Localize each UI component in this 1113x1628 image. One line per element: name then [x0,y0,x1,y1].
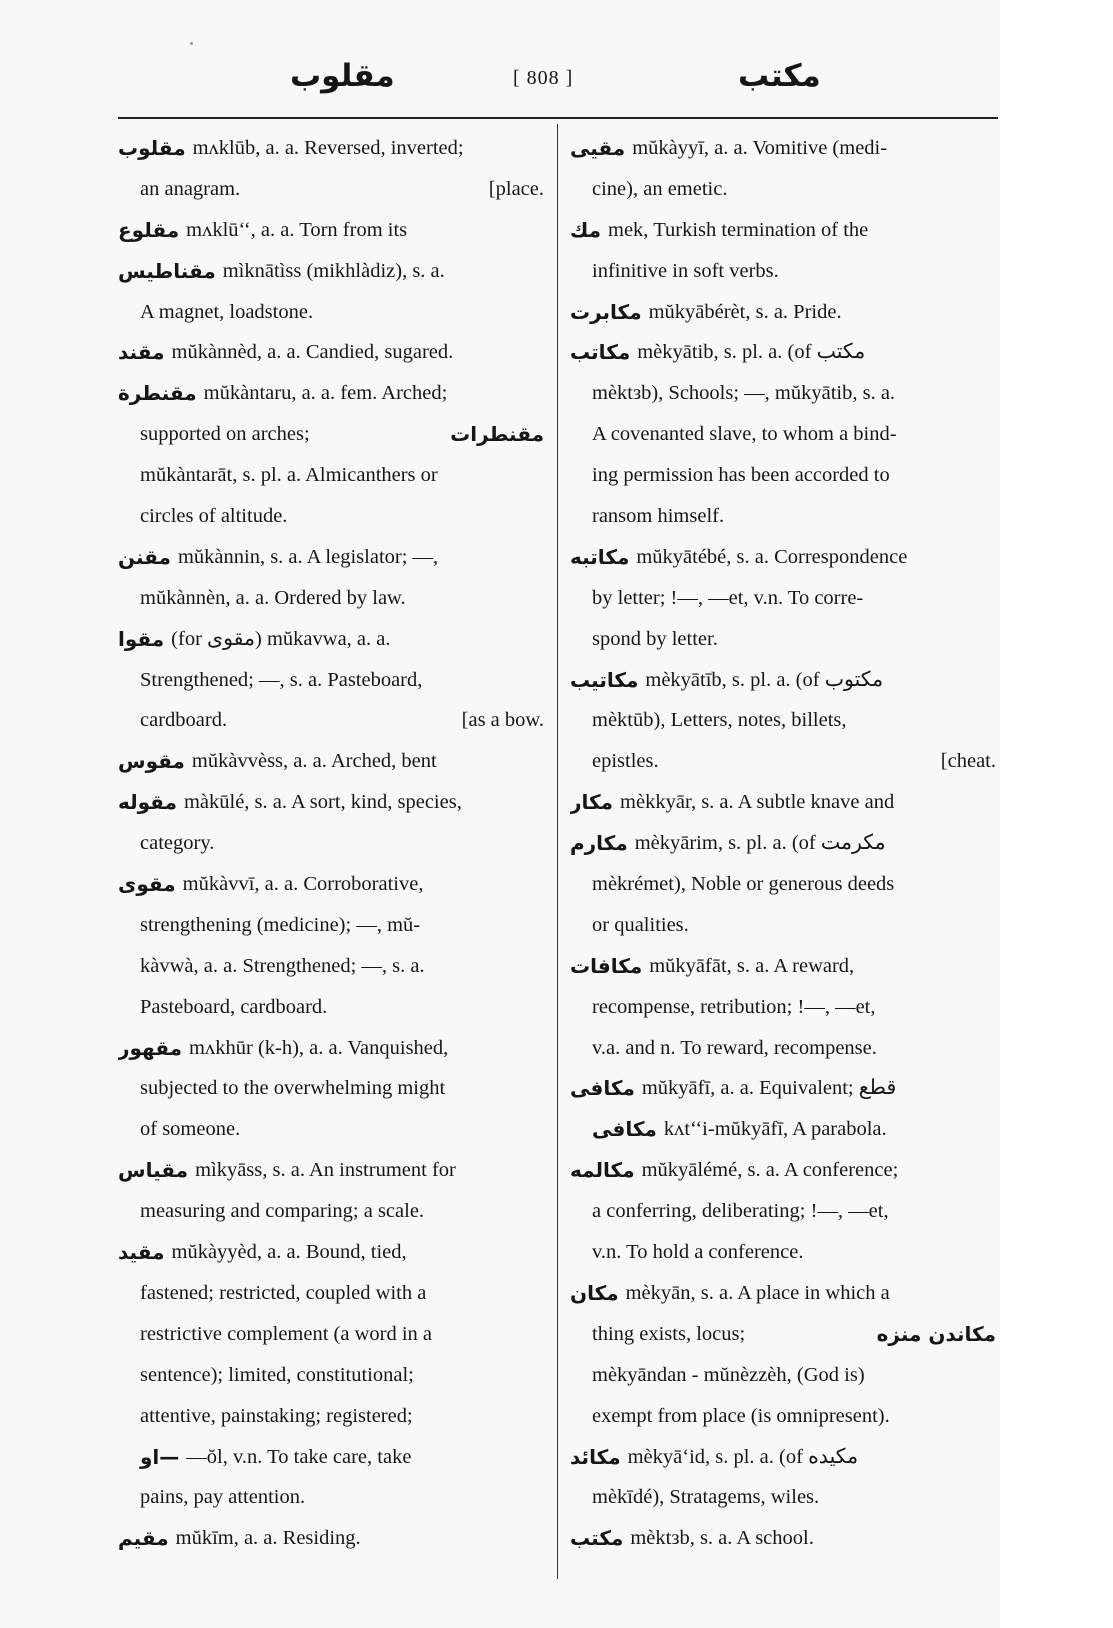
arabic-headword: مقهور [118,1035,183,1060]
entry-line [570,373,996,414]
arabic-headword: مقوله [118,790,177,815]
entry-line [570,332,996,373]
arabic-headword: مكارم [570,831,628,856]
entry-text: a conferring, deliberating; !—, —et, [592,1200,889,1223]
entry-text: mèkkyār, s. a. A subtle knave and [620,791,895,814]
entry-text: kʌt‘‘i-mŭkyāfī, A parabola. [663,1118,887,1141]
entry-text: mèkyāndan - mŭnèzzèh, (God is) [592,1363,865,1386]
entry-line [118,292,544,333]
entry-text: of someone. [140,1118,241,1141]
entry-line [570,1191,996,1232]
entry-text: mìknātìss (mikhlàdiz), s. a. [222,259,445,282]
column-divider [557,124,558,1579]
entry-text: v.a. and n. To reward, recompense. [592,1036,877,1059]
arabic-headword: مقوى [118,872,176,897]
entry-line [118,864,544,905]
entry-line [118,1518,544,1559]
entry-text: mŭkyāfī, a. a. Equivalent; قطع [641,1077,897,1100]
entry-line [570,292,996,333]
entry-text: supported on arches; [140,423,310,446]
entry-text: sentence); limited, constitutional; [140,1363,414,1386]
arabic-headword: مكار [570,790,614,815]
entry-text: subjected to the overwhelming might [140,1077,446,1100]
entry-line [118,987,544,1028]
entry-line [570,1109,996,1150]
entry-line [570,537,996,578]
entry-text: —ŏl, v.n. To take care, take [186,1445,412,1468]
entry-text: or qualities. [592,913,689,936]
entry-text: mŭkyāfāt, s. a. A reward, [649,954,855,977]
entry-line [570,1150,996,1191]
entry-text: kàvwà, a. a. Strengthened; —, s. a. [140,954,425,977]
right-column [570,128,996,1559]
arabic-headword: مقناطيس [118,258,216,283]
left-column [118,128,544,1559]
arabic-headword: مكالمه [570,1158,635,1183]
arabic-headword: مقوس [118,749,185,774]
entry-line [570,455,996,496]
entry-line [118,1396,544,1437]
entry-line [118,946,544,987]
entry-line [570,169,996,210]
entry-text: mŭkàvvèss, a. a. Arched, bent [191,750,437,773]
running-head-right: مكتب [738,58,821,94]
entry-text: by letter; !—, —et, v.n. To corre- [592,586,864,609]
entry-text: restrictive complement (a word in a [140,1322,433,1345]
entry-text: measuring and comparing; a scale. [140,1200,425,1223]
entry-text: epistles. [592,750,659,773]
entry-text: spond by letter. [592,627,718,650]
entry-text: circles of altitude. [140,505,288,528]
entry-line [118,373,544,414]
entry-line [118,1068,544,1109]
entry-line [570,251,996,292]
entry-line [118,414,544,455]
entry-text: ing permission has been accorded to [592,464,890,487]
entry-line [118,1191,544,1232]
entry-text: mŭkàyyèd, a. a. Bound, tied, [171,1241,407,1264]
arabic-headword: مك [570,217,602,242]
arabic-headword: مقنن [118,544,171,569]
entry-line [570,578,996,619]
arabic-inline: مكاندن منزه [876,1321,996,1346]
entry-text: mèkīdé), Stratagems, wiles. [592,1486,820,1509]
entry-line [118,496,544,537]
entry-line [570,660,996,701]
arabic-headword: مكائد [570,1444,621,1469]
arabic-headword: —او [140,1444,180,1469]
entry-line [570,1232,996,1273]
catchword: [as a bow. [461,709,544,732]
arabic-headword: مكاتب [570,340,631,365]
entry-line [118,619,544,660]
entry-line [570,823,996,864]
entry-line [118,578,544,619]
entry-line [570,905,996,946]
entry-text: v.n. To hold a conference. [592,1241,804,1264]
entry-text: A covenanted slave, to whom a bind- [592,423,897,446]
entry-line [570,782,996,823]
entry-text: fastened; restricted, coupled with a [140,1281,427,1304]
entry-text: mŭkànnin, s. a. A legislator; —, [177,545,439,568]
entry-text: Strengthened; —, s. a. Pasteboard, [140,668,423,691]
running-head-left: مقلوب [290,58,395,94]
entry-text: cine), an emetic. [592,177,728,200]
entry-line [118,1028,544,1069]
arabic-headword: مكان [570,1280,619,1305]
entry-line [570,1068,996,1109]
entry-line [570,128,996,169]
arabic-headword: مكتب [570,1526,624,1551]
entry-line [118,1150,544,1191]
entry-line [570,1273,996,1314]
entry-text: recompense, retribution; !—, —et, [592,995,876,1018]
entry-text: mʌklū‘‘, a. a. Torn from its [186,218,408,241]
entry-line [570,210,996,251]
entry-text: mŭkàvvī, a. a. Corroborative, [182,873,424,896]
entry-text: mèkyārim, s. pl. a. (of مكرمت [634,832,886,855]
entry-line [570,864,996,905]
entry-line [570,1518,996,1559]
arabic-headword: مقلوب [118,136,186,160]
entry-text: màkūlé, s. a. A sort, kind, species, [183,791,462,814]
entry-line [570,987,996,1028]
arabic-headword: مقياس [118,1158,189,1183]
entry-text: pains, pay attention. [140,1486,306,1509]
entry-text: exempt from place (is omnipresent). [592,1404,890,1427]
entry-line [118,1232,544,1273]
entry-line [118,1314,544,1355]
entry-text: mŭkyābérèt, s. a. Pride. [648,300,842,323]
arabic-headword: مكافى [592,1117,657,1142]
entry-line [570,700,996,741]
entry-text: mŭkàntaru, a. a. fem. Arched; [203,382,448,405]
entry-text: mʌkhūr (k-h), a. a. Vanquished, [189,1036,449,1059]
arabic-headword: مقند [118,340,165,365]
entry-text: mèkyātīb, s. pl. a. (of مكتوب [645,668,884,691]
arabic-headword: مكافى [570,1076,635,1101]
entry-line [118,169,544,210]
entry-line [570,741,996,782]
entry-text: thing exists, locus; [592,1322,746,1345]
entry-text: an anagram. [140,177,241,200]
catchword: [cheat. [940,750,996,773]
entry-line [118,1437,544,1478]
entry-line [118,128,544,169]
entry-text: category. [140,832,215,855]
entry-text: mŭkànnèn, a. a. Ordered by law. [140,586,406,609]
entry-line [570,1355,996,1396]
entry-text: mèkyā‘id, s. pl. a. (of مكيده [627,1445,859,1468]
entry-text: (for مقوى) mŭkavwa, a. a. [171,627,391,650]
entry-text: cardboard. [140,709,228,732]
entry-text: attentive, painstaking; registered; [140,1404,413,1427]
entry-text: ransom himself. [592,505,725,528]
entry-line [118,1477,544,1518]
entry-line [570,1437,996,1478]
entry-line [570,946,996,987]
entry-text: mŭkīm, a. a. Residing. [175,1527,361,1550]
entry-text: mek, Turkish termination of the [608,218,869,241]
entry-line [570,496,996,537]
entry-text: mŭkyālémé, s. a. A conference; [641,1159,899,1182]
entry-text: strengthening (medicine); —, mŭ- [140,913,421,936]
entry-text: mŭkàntarāt, s. pl. a. Almicanthers or [140,464,438,487]
entry-text: mìkyāss, s. a. An instrument for [195,1159,456,1182]
entry-text: mèkrémet), Noble or generous deeds [592,873,895,896]
arabic-headword: مكابرت [570,299,642,324]
entry-line [118,823,544,864]
entry-line [570,619,996,660]
arabic-headword: مقلوع [118,217,180,242]
entry-line [570,1396,996,1437]
entry-line [118,332,544,373]
entry-text: mŭkyātébé, s. a. Correspondence [636,545,908,568]
entry-line [118,455,544,496]
entry-line [118,741,544,782]
entry-line [118,660,544,701]
entry-line [570,414,996,455]
arabic-headword: مقيم [118,1526,169,1551]
entry-line [570,1028,996,1069]
entry-text: mèktзb), Schools; —, mŭkyātib, s. a. [592,382,896,405]
entry-line [118,1273,544,1314]
arabic-headword: مقيى [570,136,626,160]
entry-line [118,1355,544,1396]
arabic-headword: مكافات [570,953,643,978]
entry-text: mʌklūb, a. a. Reversed, inverted; [192,137,464,159]
entry-text: A magnet, loadstone. [140,300,314,323]
page-header [118,58,998,114]
entry-text: Pasteboard, cardboard. [140,995,328,1018]
entry-text: mèktūb), Letters, notes, billets, [592,709,847,732]
entry-line [118,782,544,823]
entry-line [118,700,544,741]
entry-line [570,1477,996,1518]
header-rule [118,117,998,119]
entry-text: infinitive in soft verbs. [592,259,779,282]
arabic-headword: مكاتيب [570,667,639,692]
arabic-headword: مقنطرة [118,381,197,406]
entry-line [118,905,544,946]
entry-line [570,1314,996,1355]
entry-line [118,210,544,251]
entry-text: mèkyān, s. a. A place in which a [625,1281,890,1304]
entry-line [118,537,544,578]
arabic-headword: مقيد [118,1240,165,1265]
arabic-inline: مقنطرات [450,422,544,447]
arabic-headword: مكاتبه [570,544,630,569]
entry-text: mŭkàyyī, a. a. Vomitive (medi- [632,137,888,159]
catchword: [place. [488,177,544,200]
page-number: [ 808 ] [513,67,574,89]
arabic-headword: مقوا [118,626,165,651]
speck [190,42,193,45]
entry-text: mèktзb, s. a. A school. [630,1527,814,1550]
entry-text: mŭkànnèd, a. a. Candied, sugared. [171,341,454,364]
entry-text: mèkyātib, s. pl. a. (of مكتب [637,341,866,364]
entry-line [118,1109,544,1150]
entry-line [118,251,544,292]
